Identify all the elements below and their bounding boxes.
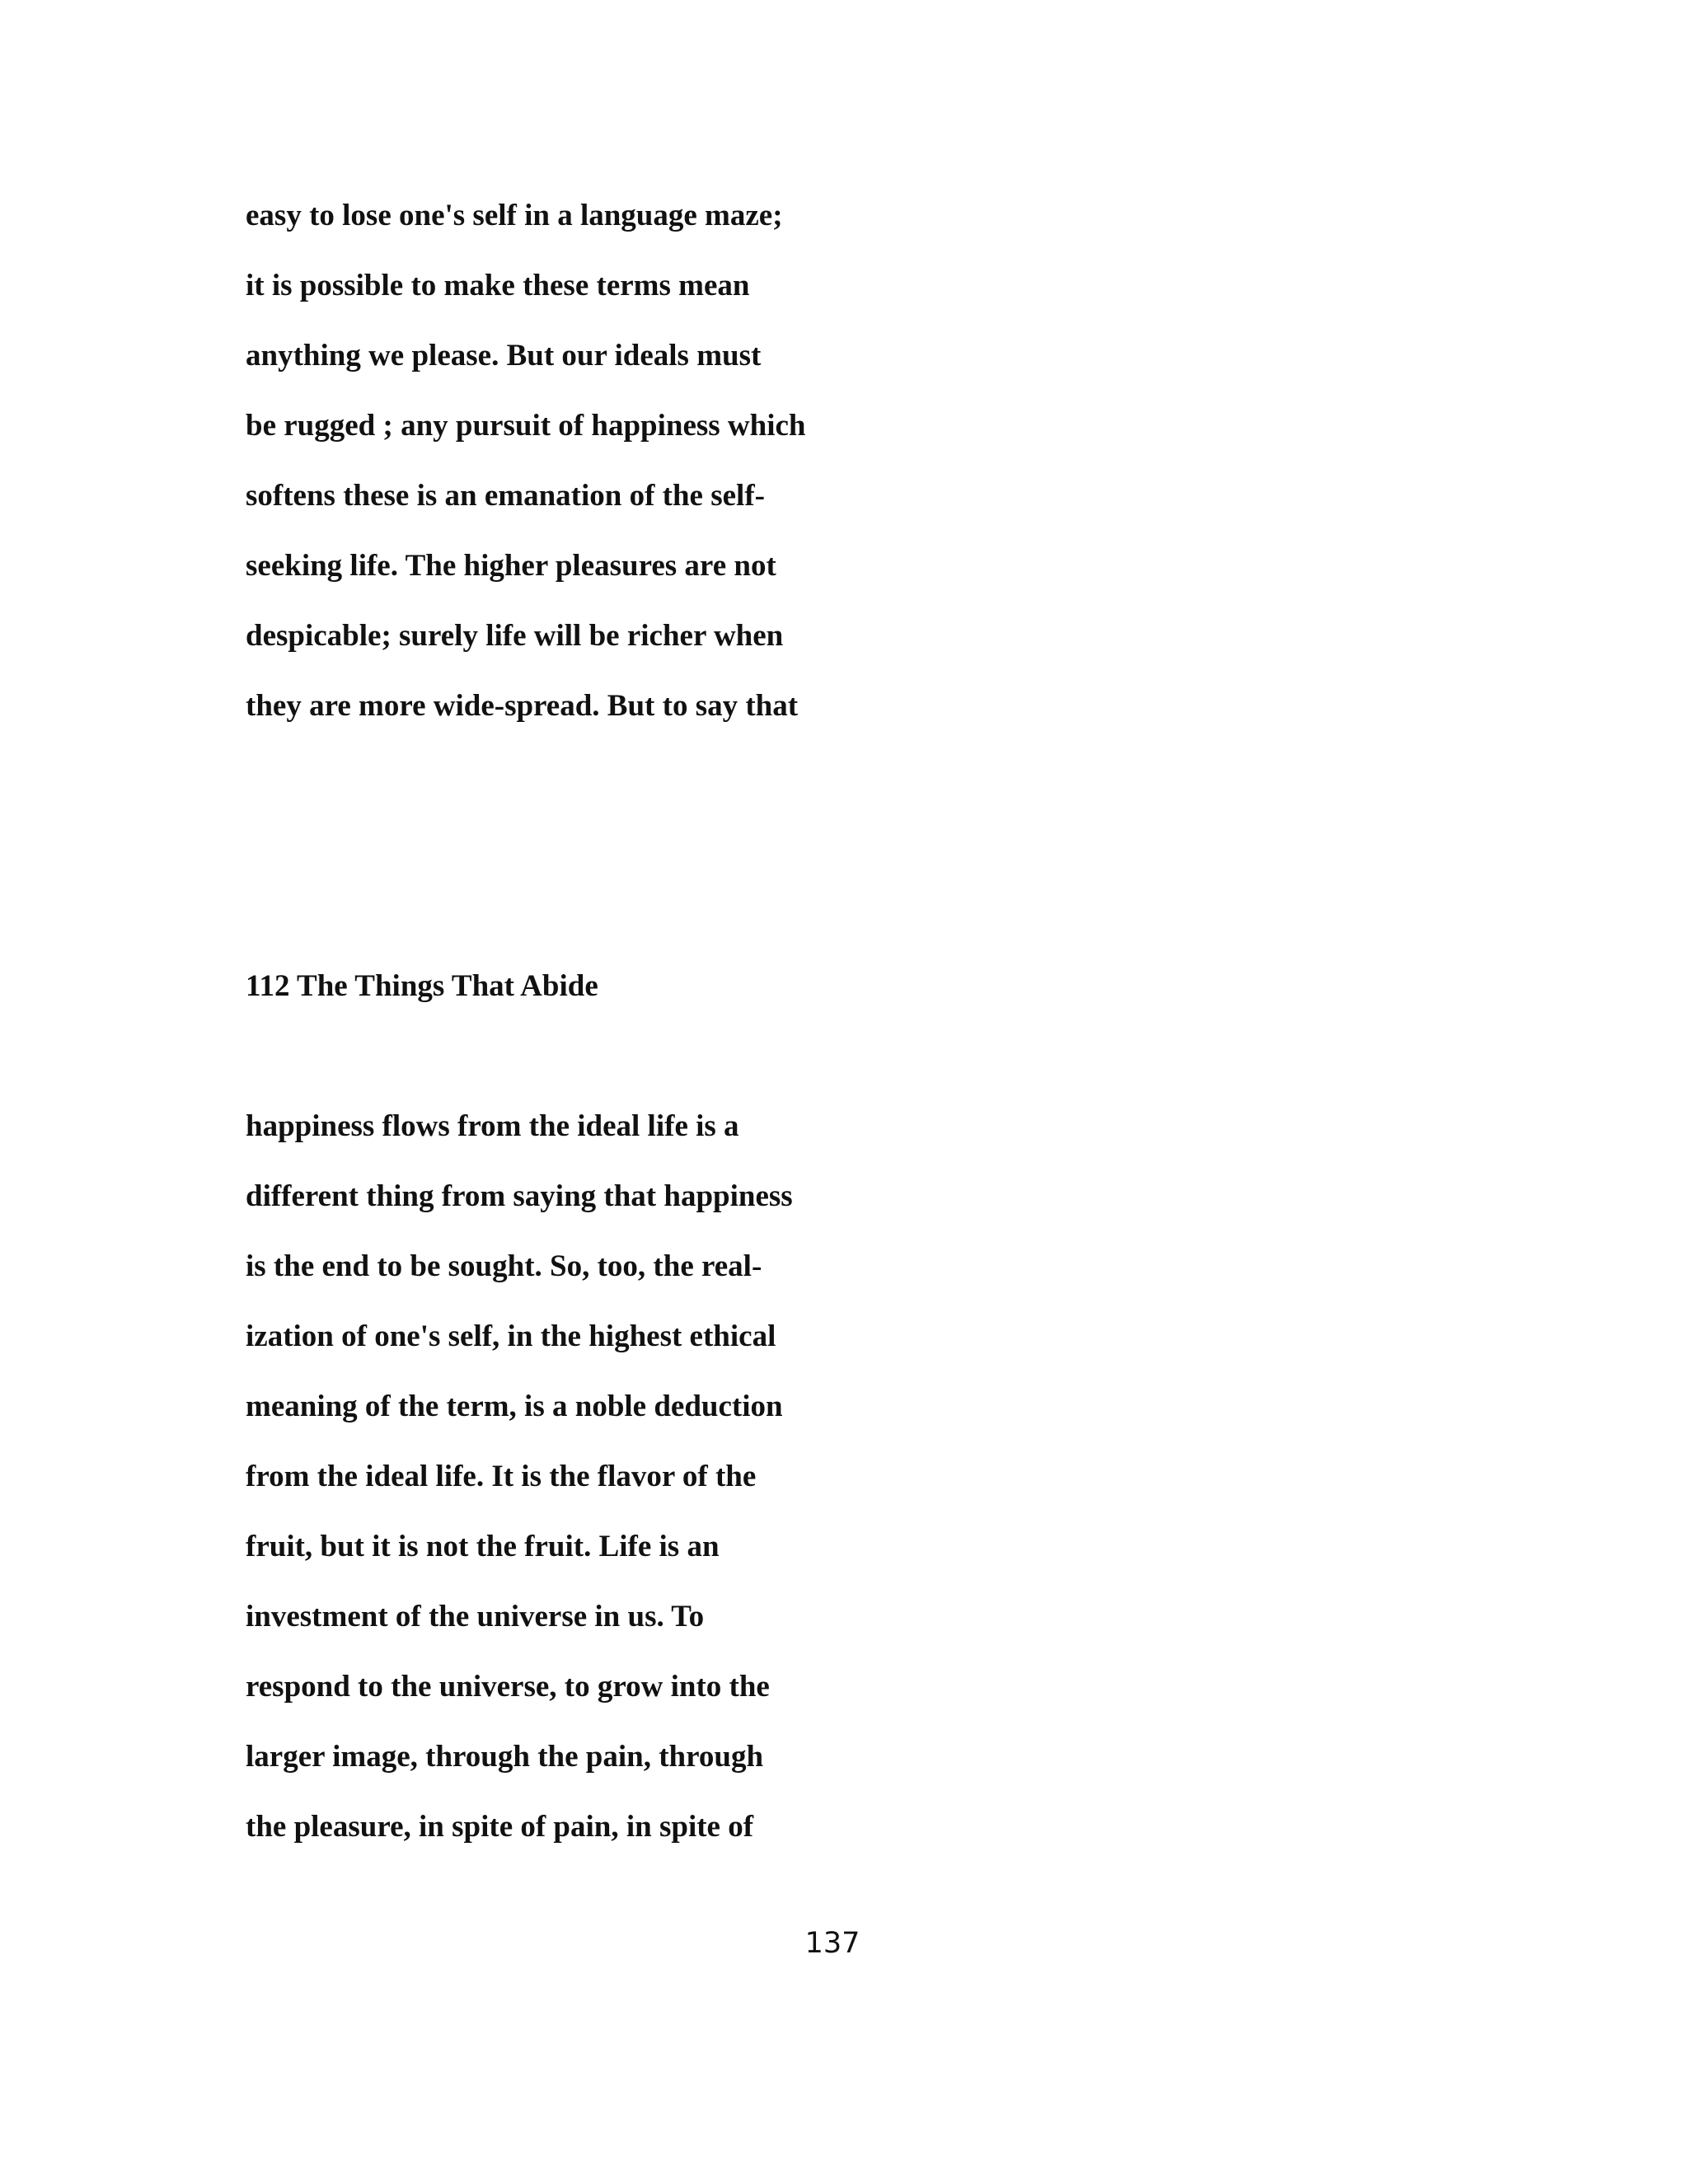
text-line: meaning of the term, is a noble deduction	[246, 1390, 783, 1423]
page-number: 137	[804, 1927, 860, 1960]
text-line: anything we please. But our ideals must	[246, 339, 762, 373]
text-line: ization of one's self, in the highest ethical	[246, 1319, 776, 1353]
text-line: happiness flows from the ideal life is a	[246, 1109, 739, 1143]
text-line: larger image, through the pain, through	[246, 1740, 764, 1774]
text-line: they are more wide-spread. But to say that	[246, 689, 799, 723]
running-head: 112 The Things That Abide	[246, 969, 598, 1003]
text-line: the pleasure, in spite of pain, in spite of	[246, 1810, 754, 1844]
text-line: softens these is an emanation of the self-	[246, 479, 765, 513]
text-line: it is possible to make these terms mean	[246, 269, 750, 302]
text-line: seeking life. The higher pleasures are not	[246, 549, 776, 583]
text-line: respond to the universe, to grow into the	[246, 1670, 770, 1704]
text-line: despicable; surely life will be richer when	[246, 619, 784, 653]
text-line: be rugged ; any pursuit of happiness which	[246, 409, 806, 443]
text-line: easy to lose one's self in a language maze;	[246, 199, 783, 232]
text-line: investment of the universe in us. To	[246, 1600, 705, 1633]
text-line: is the end to be sought. So, too, the real-	[246, 1249, 762, 1283]
text-line: from the ideal life. It is the flavor of the	[246, 1460, 757, 1493]
text-line: fruit, but it is not the fruit. Life is an	[246, 1530, 720, 1563]
text-line: different thing from saying that happiness	[246, 1179, 793, 1213]
